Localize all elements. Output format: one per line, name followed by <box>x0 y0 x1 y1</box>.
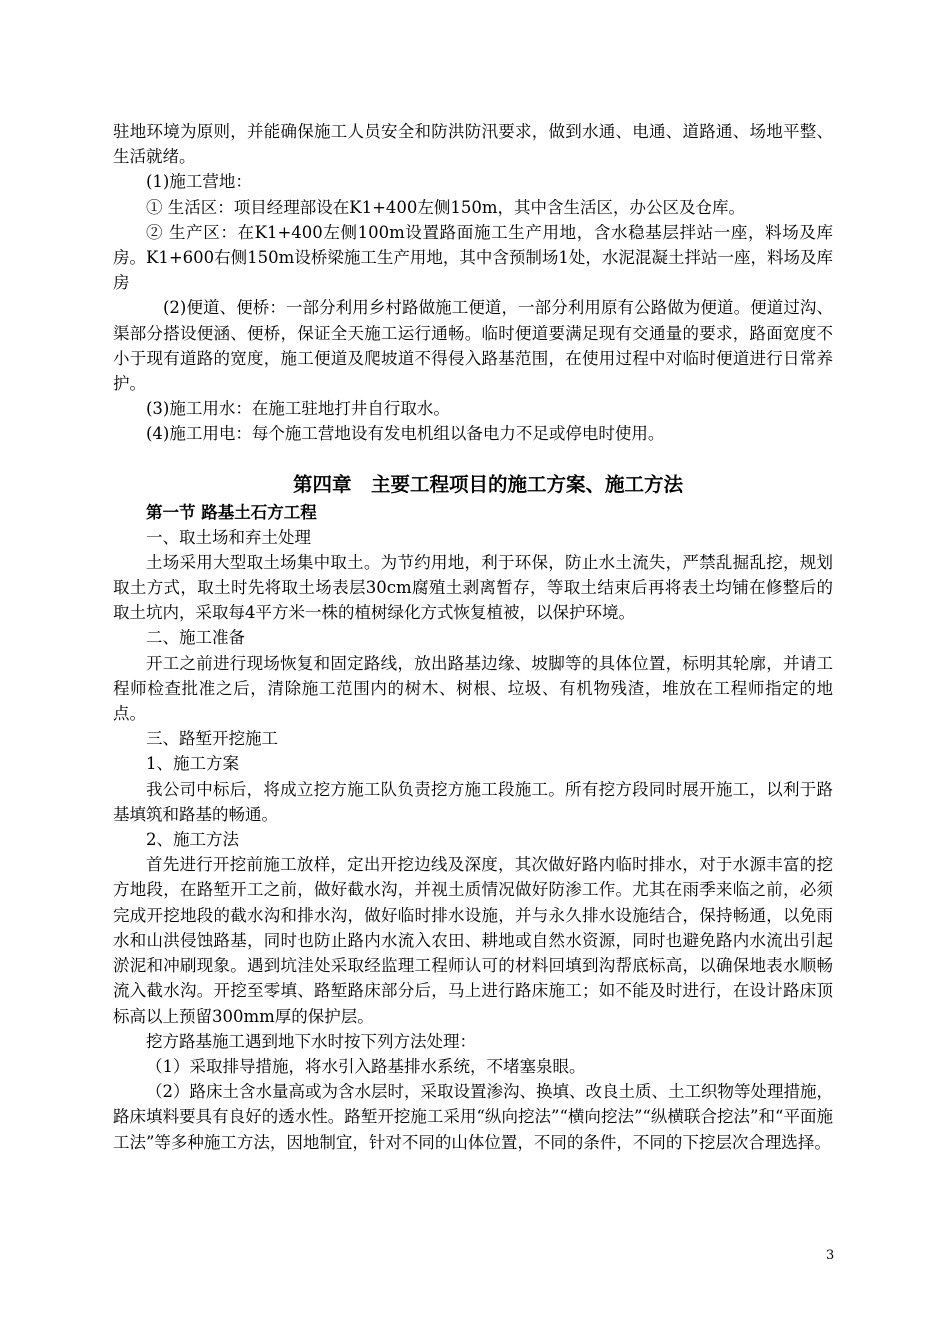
paragraph: (2)便道、便桥：一部分利用乡村路做施工便道，一部分利用原有公路做为便道。便道过沟、渠部分搭设便涵、便桥，保证全天施工运行通畅。临时便道要满足现有交通量的要求，路面宽度不小于现有道路的宽度，施工便道及爬坡道不得侵入路基范围，在使用过程中对临时便道进行日常养护。 <box>113 298 833 394</box>
chapter-title: 第四章 主要工程项目的施工方案、施工方法 <box>292 472 683 496</box>
subheading: 二、施工准备 <box>146 628 245 648</box>
paragraph: 挖方路基施工遇到地下水时按下列方法处理： <box>146 1031 476 1051</box>
paragraph: 土场采用大型取土场集中取土。为节约用地，利于环保，防止水土流失，严禁乱掘乱挖，规划取土方式，取土时先将取土场表层30cm腐殖土剥离暂存，等取土结束后再将表土均铺在修整后的取土坑内，采取每4平方米一株的植树绿化方式恢复植被，以保护环境。 <box>113 552 833 623</box>
subheading: 1、施工方案 <box>146 754 239 774</box>
subheading: 一、取土场和弃土处理 <box>146 527 311 547</box>
paragraph: ② 生产区：在K1+400左侧100m设置路面施工生产用地，含水稳基层拌站一座，料场及库房。K1+600右侧150m设桥梁施工生产用地，其中含预制场1处，水泥混凝土拌站一座，料场及库房 <box>113 222 833 293</box>
subheading: 2、施工方法 <box>146 830 239 850</box>
paragraph: （2）路床土含水量高或为含水层时，采取设置渗沟、换填、改良土质、土工织物等处理措施，路床填料要具有良好的透水性。路堑开挖施工采用“纵向挖法”“横向挖法”“纵横联合挖法”和“平面施工法”等多种施工方法，因地制宜，针对不同的山体位置，不同的条件，不同的下挖层次合理选择。 <box>113 1082 833 1152</box>
document-page <box>113 119 833 1155</box>
paragraph: （1）采取排导措施，将水引入路基排水系统，不堵塞泉眼。 <box>146 1056 586 1076</box>
paragraph: 开工之前进行现场恢复和固定路线，放出路基边缘、坡脚等的具体位置，标明其轮廓，并请工程师检查批准之后，清除施工范围内的树木、树根、垃圾、有机物残渣，堆放在工程师指定的地点。 <box>113 653 833 724</box>
paragraph: (3)施工用水：在施工驻地打井自行取水。 <box>146 399 450 419</box>
paragraph: (1)施工营地： <box>146 172 252 192</box>
paragraph: 首先进行开挖前施工放样，定出开挖边线及深度，其次做好路内临时排水，对于水源丰富的挖方地段，在路堑开工之前，做好截水沟，并视土质情况做好防渗工作。尤其在雨季来临之前，必须完成开挖地段的截水沟和排水沟，做好临时排水设施，并与永久排水设施结合，保持畅通，以免雨水和山洪侵蚀路基，同时也防止路内水流入农田、耕地或自然水资源，同时也避免路内水流出引起淤泥和冲刷现象。遇到坑洼处采取经监理工程师认可的材料回填到沟帮底标高，以确保地表水顺畅流入截水沟。开挖至零填、路堑路床部分后，马上进行路床施工；如不能及时进行，在设计路床顶标高以上预留300mm厚的保护层。 <box>113 855 833 1026</box>
paragraph: 我公司中标后，将成立挖方施工队负责挖方施工段施工。所有挖方段同时展开施工，以利于路基填筑和路基的畅通。 <box>113 779 833 824</box>
section-title: 第一节 路基土石方工程 <box>146 502 317 522</box>
subheading: 三、路堑开挖施工 <box>146 729 278 749</box>
paragraph: (4)施工用电：每个施工营地设有发电机组以备电力不足或停电时使用。 <box>146 424 665 444</box>
paragraph: ① 生活区：项目经理部设在K1+400左侧150m，其中含生活区，办公区及仓库。 <box>146 197 746 217</box>
paragraph: 驻地环境为原则，并能确保施工人员安全和防洪防汛要求，做到水通、电通、道路通、场地平整、生活就绪。 <box>113 122 833 167</box>
page-number: 3 <box>826 1248 835 1263</box>
